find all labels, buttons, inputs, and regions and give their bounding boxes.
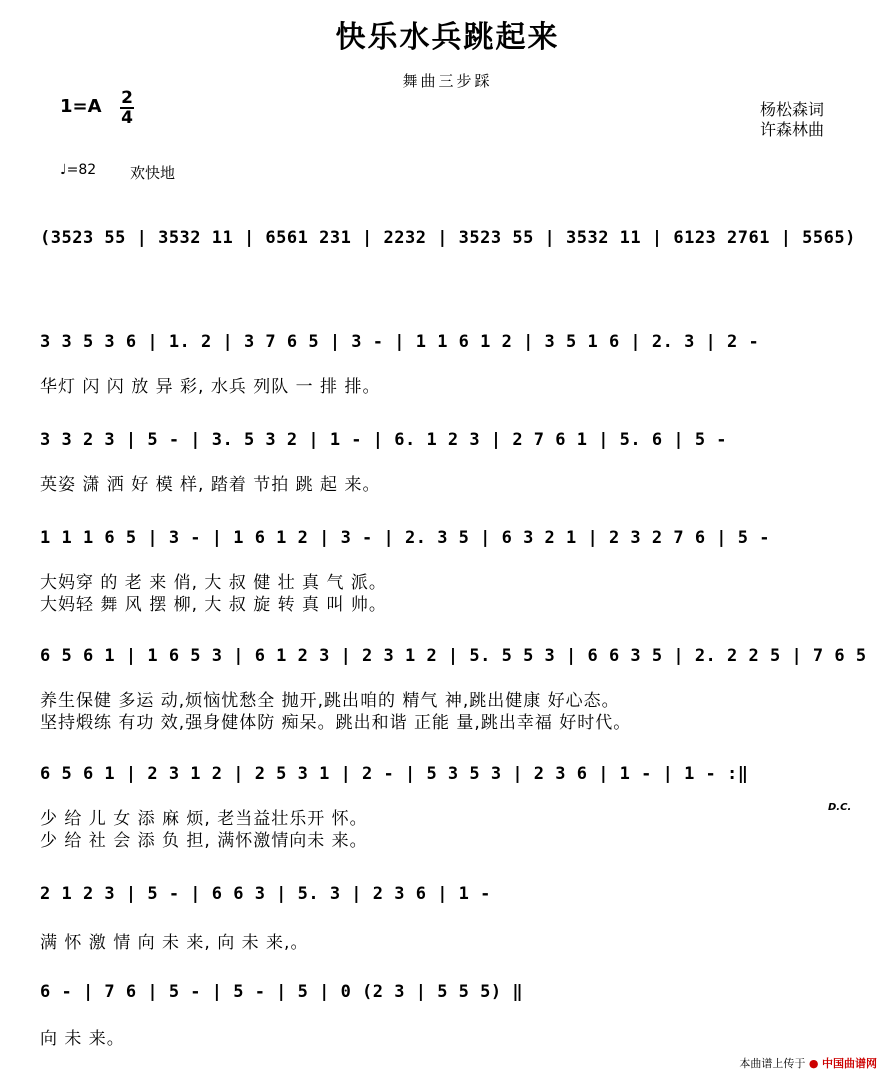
footer-credit (739, 1055, 877, 1071)
score-line-1-lyrics: 华灯 闪 闪 放 异 彩, 水兵 列队 一 排 排。 (40, 377, 381, 397)
score-line-3-lyrics-2: 大妈轻 舞 风 摆 柳, 大 叔 旋 转 真 叫 帅。 (40, 595, 387, 615)
upload-text: 本曲谱上传于 (739, 1057, 806, 1070)
score-line-3-lyrics-1: 大妈穿 的 老 来 俏, 大 叔 健 壮 真 气 派。 (40, 573, 387, 593)
score-line-2-lyrics: 英姿 潇 洒 好 模 样, 踏着 节拍 跳 起 来。 (40, 475, 381, 495)
site-name: 中国曲谱网 (822, 1057, 877, 1070)
score-line-4-notes: 6 5 6 1 | 1 6 5 3 | 6 1 2 3 | 2 3 1 2 | 5. 5 5 3 | 6 6 3 5 | 2. 2 2 5 | 7 6 5 (40, 646, 867, 666)
credits (760, 100, 824, 140)
score-line-7-lyrics: 向 未 来。 (40, 1029, 125, 1049)
lyricist: 杨松森词 (760, 100, 825, 119)
score-line-5-notes: 6 5 6 1 | 2 3 1 2 | 2 5 3 1 | 2 - | 5 3 5 3 | 2 3 6 | 1 - | 1 - :‖ (40, 764, 749, 784)
key-signature: 1=A (60, 96, 102, 117)
intro-notes: (3523 55 | 3532 11 | 6561 231 | 2232 | 3523 55 | 3532 11 | 6123 2761 | 5565) (40, 228, 856, 248)
score-line-4-lyrics-1: 养生保健 多运 动,烦恼忧愁全 抛开,跳出咱的 精气 神,跳出健康 好心态。 (40, 691, 620, 711)
score-line-6-lyrics: 满 怀 激 情 向 未 来, 向 未 来,。 (40, 933, 309, 953)
subtitle: 舞曲三步踩 (402, 72, 493, 90)
score-line-5-lyrics-1: 少 给 儿 女 添 麻 烦, 老当益壮乐开 怀。 (40, 809, 368, 829)
tempo-text: 欢快地 (130, 164, 176, 182)
site-logo-icon: ● (808, 1057, 819, 1070)
tempo-mark: ♩=82 (60, 162, 97, 178)
score-line-2-notes: 3 3 2 3 | 5 - | 3. 5 3 2 | 1 - | 6. 1 2 3 | 2 7 6 1 | 5. 6 | 5 - (40, 430, 728, 450)
time-signature (120, 90, 134, 126)
time-sig-top: 2 (121, 88, 133, 108)
page-title: 快乐水兵跳起来 (335, 20, 560, 55)
time-sig-bottom: 4 (121, 108, 133, 128)
score-line-3-notes: 1 1 1 6 5 | 3 - | 1 6 1 2 | 3 - | 2. 3 5 | 6 3 2 1 | 2 3 2 7 6 | 5 - (40, 528, 770, 548)
score-line-7-notes: 6 - | 7 6 | 5 - | 5 - | 5 | 0 (2 3 | 5 5 5) ‖ (40, 982, 524, 1002)
score-line-5-lyrics-2: 少 给 社 会 添 负 担, 满怀激情向未 来。 (40, 831, 368, 851)
score-line-1-notes: 3 3 5 3 6 | 1. 2 | 3 7 6 5 | 3 - | 1 1 6 1 2 | 3 5 1 6 | 2. 3 | 2 - (40, 332, 760, 352)
composer: 许森林曲 (760, 120, 825, 139)
score-line-4-lyrics-2: 坚持煅练 有功 效,强身健体防 痴呆。跳出和谐 正能 量,跳出幸福 好时代。 (40, 713, 632, 733)
score-line-6-notes: 2 1 2 3 | 5 - | 6 6 3 | 5. 3 | 2 3 6 | 1 - (40, 884, 491, 904)
dc-mark: D.C. (828, 802, 852, 813)
